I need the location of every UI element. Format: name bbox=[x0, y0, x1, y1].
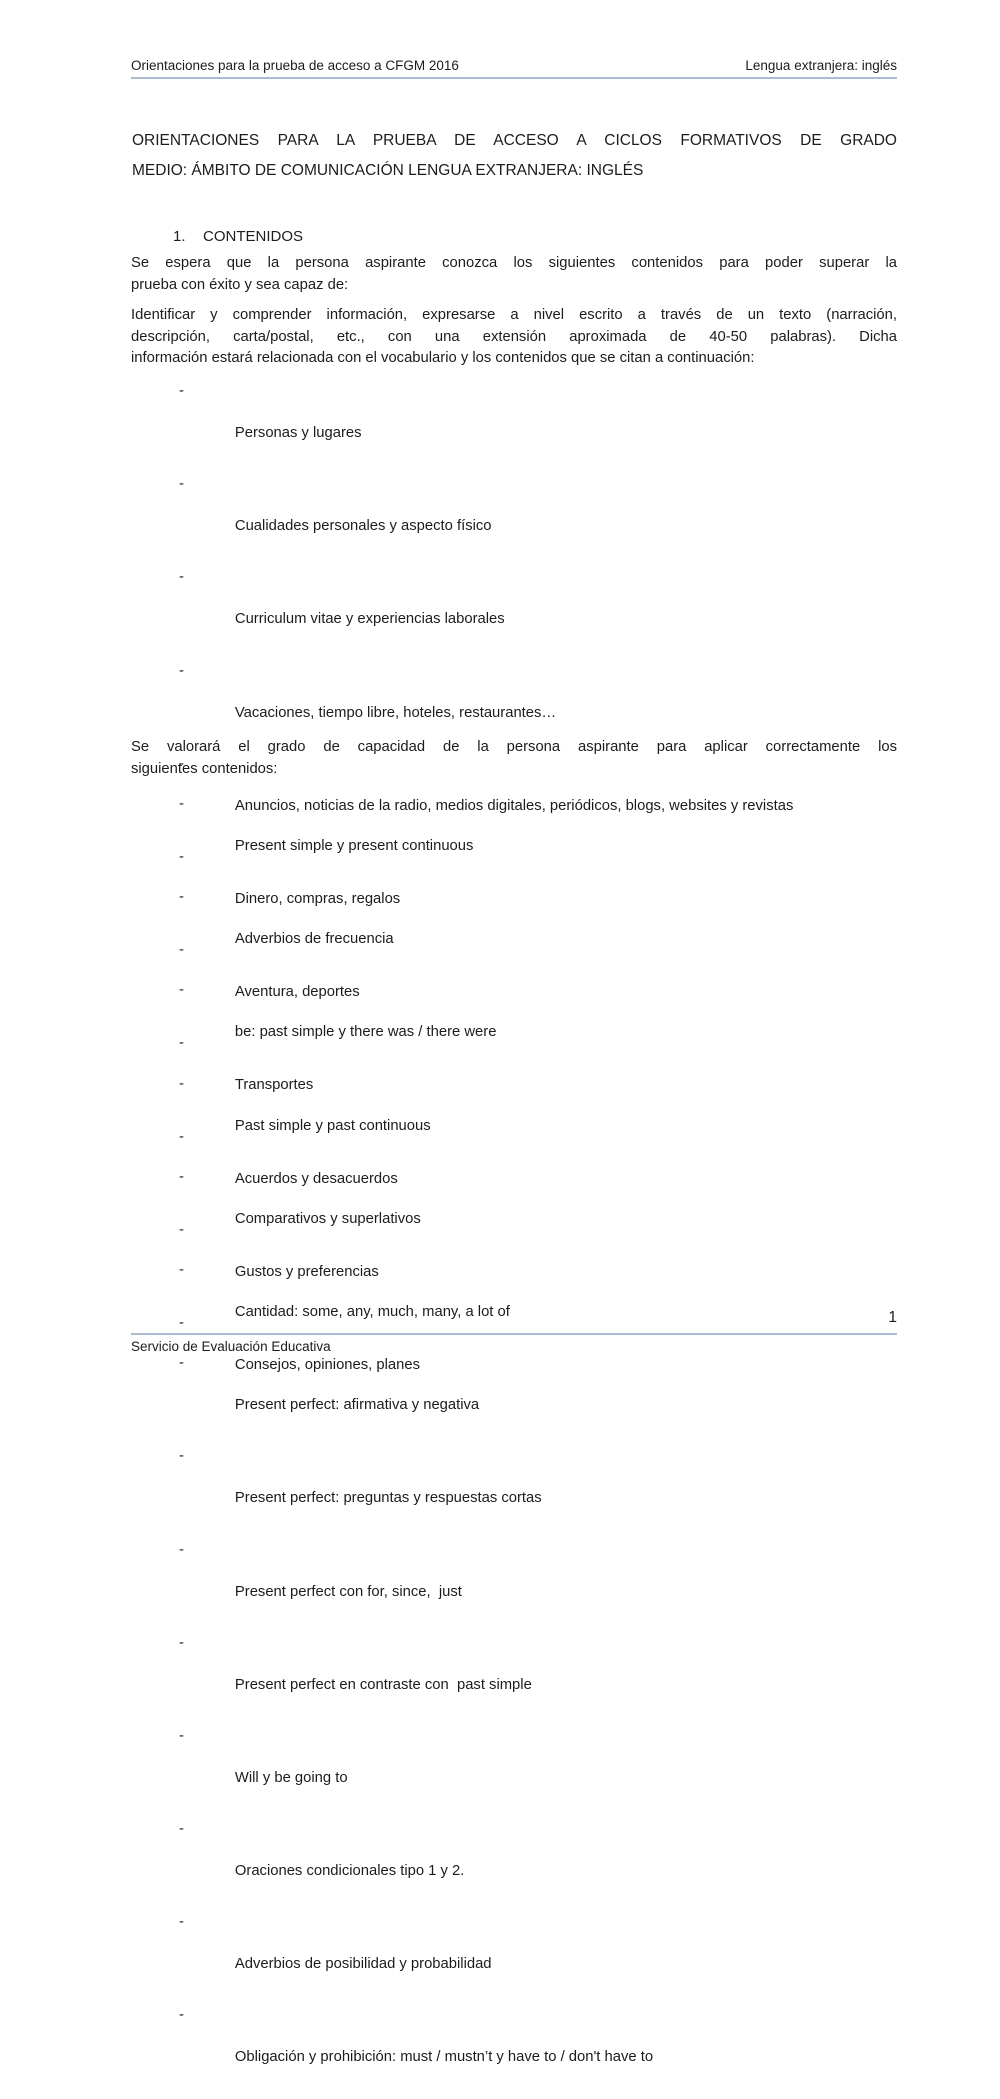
header-right-text: Lengua extranjera: inglés bbox=[745, 58, 897, 73]
dash-bullet bbox=[179, 1446, 184, 1467]
topic-list-item bbox=[131, 661, 897, 745]
grammar-list-item bbox=[131, 1819, 897, 1903]
topic-list-item-text: Aventura, deportes bbox=[234, 984, 360, 1001]
title-line: ORIENTACIONES PARA LA PRUEBA DE ACCESO A CICLOS FORMATIVOS DE GRADO bbox=[132, 132, 897, 149]
grammar-list-item-text: Adverbios de posibilidad y probabilidad bbox=[234, 1956, 492, 1973]
grammar-list-item-text: Will y be going to bbox=[234, 1769, 348, 1786]
document-title bbox=[132, 126, 897, 186]
grammar-list-item bbox=[131, 1353, 897, 1437]
paragraph-line: Se valorará el grado de capacidad de la persona aspirante para aplicar correctamente los bbox=[131, 739, 897, 755]
grammar-list-item bbox=[131, 1912, 897, 1996]
dash-bullet bbox=[179, 980, 184, 1001]
topic-list-item-text: Gustos y preferencias bbox=[234, 1263, 379, 1280]
grammar-list-item-text: Adverbios de frecuencia bbox=[234, 931, 394, 948]
page-footer bbox=[131, 1333, 897, 1355]
dash-bullet bbox=[179, 661, 184, 682]
topic-list-item-text: Dinero, compras, regalos bbox=[234, 890, 401, 907]
paragraph-line: Se espera que la persona aspirante conozca los siguientes contenidos para poder superar la bbox=[131, 255, 897, 271]
grammar-list-item-text: Obligación y prohibición: must / mustn’t y have to / don't have to bbox=[234, 2049, 654, 2066]
topic-list-item-text: Transportes bbox=[234, 1077, 314, 1094]
dash-bullet bbox=[179, 887, 184, 908]
grammar-list-item-text: Present perfect: preguntas y respuestas cortas bbox=[234, 1490, 542, 1507]
topic-list-item-text: Personas y lugares bbox=[234, 425, 362, 441]
dash-bullet bbox=[179, 567, 184, 588]
grammar-list-item bbox=[131, 1633, 897, 1717]
grammar-list-item bbox=[131, 887, 897, 971]
paragraph-line: descripción, carta/postal, etc., con una extensión aproximada de 40-50 palabras). Dicha bbox=[131, 328, 897, 345]
topic-list-item-text: Cualidades personales y aspecto físico bbox=[234, 518, 492, 535]
topic-list-item-text: Consejos, opiniones, planes bbox=[234, 1356, 420, 1373]
page-header bbox=[131, 58, 897, 79]
grammar-list-item bbox=[131, 1260, 897, 1344]
grammar-list-item-text: Cantidad: some, any, much, many, a lot of bbox=[234, 1303, 510, 1320]
grammar-list-item-text: be: past simple y there was / there were bbox=[234, 1024, 497, 1041]
intro-paragraph-2 bbox=[131, 305, 897, 370]
grammar-list-item-text: Present perfect: afirmativa y negativa bbox=[234, 1397, 480, 1414]
grammar-list-item-text: Present perfect con for, since, just bbox=[234, 1583, 462, 1600]
dash-bullet bbox=[179, 1260, 184, 1281]
grammar-list bbox=[131, 794, 897, 2099]
dash-bullet bbox=[179, 1726, 184, 1747]
grammar-list-item bbox=[131, 1540, 897, 1624]
grammar-list-item-text: Oraciones condicionales tipo 1 y 2. bbox=[234, 1863, 465, 1880]
paragraph-line: información estará relacionada con el vocabulario y los contenidos que se citan a continuación: bbox=[131, 350, 755, 366]
grammar-list-item bbox=[131, 980, 897, 1064]
dash-bullet bbox=[179, 1633, 184, 1654]
dash-bullet bbox=[179, 1353, 184, 1374]
dash-bullet bbox=[179, 1912, 184, 1933]
grammar-list-item bbox=[131, 2005, 897, 2089]
title-line: MEDIO: ÁMBITO DE COMUNICACIÓN LENGUA EXTRANJERA: INGLÉS bbox=[132, 162, 644, 179]
topic-list-item bbox=[131, 474, 897, 558]
dash-bullet bbox=[179, 1167, 184, 1188]
grammar-list-item bbox=[131, 1167, 897, 1251]
dash-bullet bbox=[179, 1540, 184, 1561]
dash-bullet bbox=[179, 1074, 184, 1095]
paragraph-line: Identificar y comprender información, expresarse a nivel escrito a través de un texto (narración, bbox=[131, 307, 897, 323]
section-heading bbox=[131, 228, 897, 245]
topic-list-item-text: Curriculum vitae y experiencias laborales bbox=[234, 611, 505, 628]
section-heading-label: CONTENIDOS bbox=[203, 228, 304, 245]
topic-list-item-text: Acuerdos y desacuerdos bbox=[234, 1170, 398, 1187]
dash-bullet bbox=[179, 474, 184, 495]
paragraph-line: prueba con éxito y sea capaz de: bbox=[131, 276, 349, 293]
intro-paragraph-1 bbox=[131, 253, 897, 296]
dash-bullet bbox=[179, 381, 184, 402]
header-left-text: Orientaciones para la prueba de acceso a CFGM 2016 bbox=[131, 58, 459, 73]
grammar-list-item-text: Comparativos y superlativos bbox=[234, 1210, 421, 1227]
dash-bullet bbox=[179, 2005, 184, 2026]
grammar-list-item-text: Present simple y present continuous bbox=[234, 838, 474, 854]
topic-list-item-text: Vacaciones, tiempo libre, hoteles, restaurantes… bbox=[234, 704, 557, 721]
footer-text: Servicio de Evaluación Educativa bbox=[131, 1339, 331, 1354]
dash-bullet bbox=[179, 794, 184, 815]
grammar-list-item-text: Present perfect en contraste con past simple bbox=[234, 1676, 532, 1693]
grammar-list-item bbox=[131, 1074, 897, 1158]
grammar-list-item bbox=[131, 1726, 897, 1810]
page-number: 1 bbox=[888, 1309, 897, 1326]
topic-list-item bbox=[131, 567, 897, 651]
section-number: 1. bbox=[173, 228, 186, 245]
paragraph-line: siguientes contenidos: bbox=[131, 760, 278, 777]
grammar-list-item bbox=[131, 1446, 897, 1530]
grammar-list-item-text: Past simple y past continuous bbox=[234, 1117, 431, 1134]
topic-list-item bbox=[131, 381, 897, 465]
dash-bullet bbox=[179, 1819, 184, 1840]
intro-paragraph-3 bbox=[131, 737, 897, 780]
grammar-list-item bbox=[131, 794, 897, 878]
topic-list-item-text: Anuncios, noticias de la radio, medios digitales, periódicos, blogs, websites y revistas bbox=[234, 797, 794, 814]
